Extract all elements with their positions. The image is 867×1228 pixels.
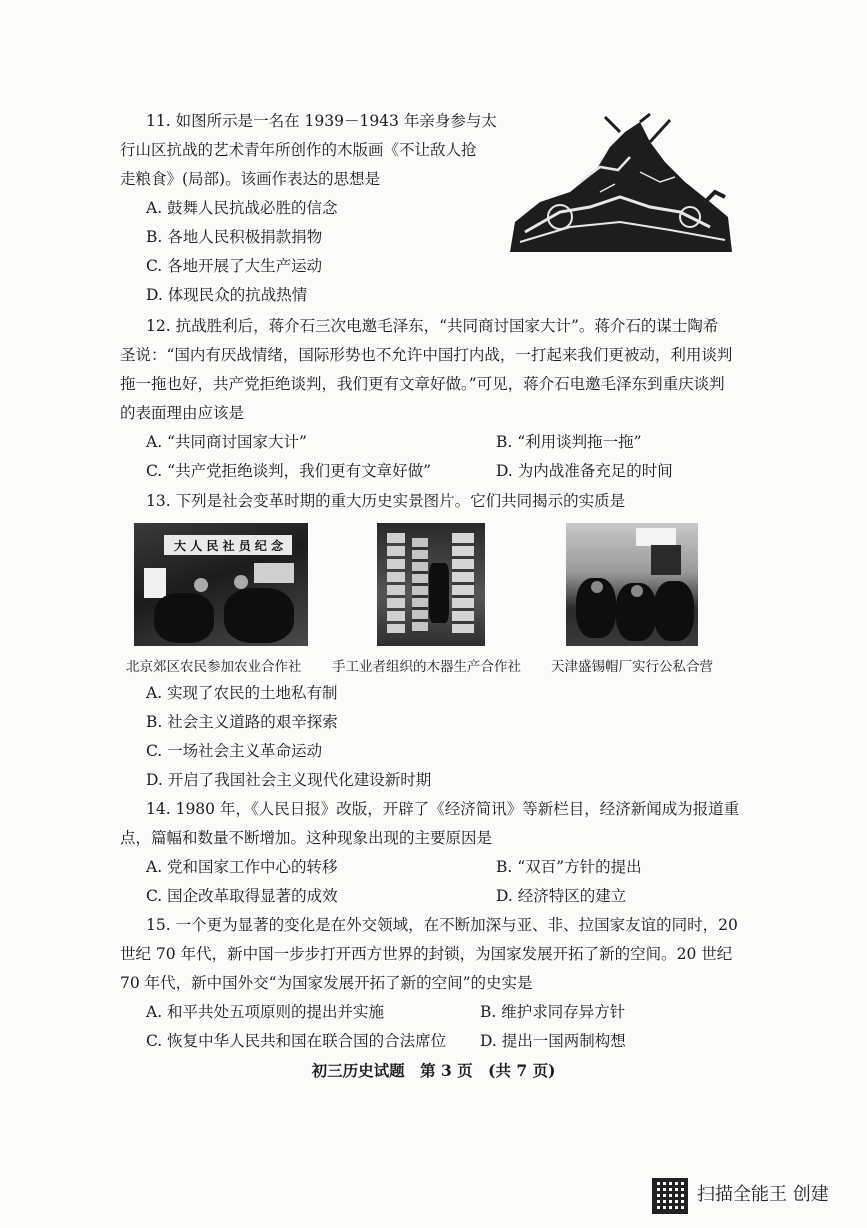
q13-photo-factory	[566, 523, 698, 646]
q14-option-c: C. 国企改革取得显著的成效	[146, 887, 338, 905]
q15-option-b: B. 维护求同存异方针	[480, 1003, 626, 1021]
q13-caption-1: 北京郊区农民参加农业合作社	[126, 659, 302, 675]
q12-option-d: D. 为内战准备充足的时间	[496, 462, 673, 480]
q15-stem-line3: 70 年代，新中国外交“为国家发展开拓了新的空间”的史实是	[120, 974, 533, 992]
q13-caption-3: 天津盛锡帽厂实行公私合营	[551, 659, 713, 675]
q13-photo-workshop	[377, 523, 485, 646]
q13-caption-2: 手工业者组织的木器生产合作社	[332, 659, 521, 675]
q11-stem-line1: 11. 如图所示是一名在 1939－1943 年亲身参与太	[146, 112, 497, 130]
page-footer: 初三历史试题 第 3 页 (共 7 页)	[311, 1061, 556, 1080]
q15-option-d: D. 提出一国两制构想	[480, 1032, 626, 1050]
q13-option-c: C. 一场社会主义革命运动	[146, 742, 323, 760]
q12-stem-line1: 12. 抗战胜利后，蒋介石三次电邀毛泽东，“共同商讨国家大计”。蒋介石的谋士陶希	[146, 317, 719, 335]
q11-stem-line2: 行山区抗战的艺术青年所创作的木版画《不让敌人抢	[120, 141, 477, 159]
q12-stem-line2: 圣说：“国内有厌战情绪，国际形势也不允许中国打内战，一打起来我们更被动，利用谈判	[120, 346, 733, 364]
q15-stem-line1: 15. 一个更为显著的变化是在外交领域，在不断加深与亚、非、拉国家友谊的同时，20	[146, 916, 738, 934]
q12-option-c: C. “共产党拒绝谈判，我们更有文章好做”	[146, 462, 432, 480]
q14-stem-line2: 点，篇幅和数量不断增加。这种现象出现的主要原因是	[120, 829, 493, 847]
woodcut-image	[500, 112, 735, 254]
q12-option-a: A. “共同商讨国家大计”	[146, 433, 307, 451]
q13-option-b: B. 社会主义道路的艰辛探索	[146, 713, 338, 731]
q14-option-a: A. 党和国家工作中心的转移	[146, 858, 338, 876]
q11-option-c: C. 各地开展了大生产运动	[146, 257, 323, 275]
q11-option-b: B. 各地人民积极捐款捐物	[146, 228, 323, 246]
q12-stem-line4: 的表面理由应该是	[120, 404, 245, 422]
q13-photo-banner: 大 人 民 社 员 纪 念	[174, 539, 284, 553]
q13-option-d: D. 开启了我国社会主义现代化建设新时期	[146, 771, 432, 789]
q11-option-a: A. 鼓舞人民抗战必胜的信念	[146, 199, 338, 217]
q11-stem-line3: 走粮食》(局部)。该画作表达的思想是	[120, 170, 381, 188]
q11-option-d: D. 体现民众的抗战热情	[146, 286, 308, 304]
q14-option-d: D. 经济特区的建立	[496, 887, 627, 905]
q13-photo-farmers	[134, 523, 308, 646]
q14-stem-line1: 14. 1980 年，《人民日报》改版，开辟了《经济简讯》等新栏目，经济新闻成为报道重	[146, 800, 740, 818]
q15-stem-line2: 世纪 70 年代，新中国一步步打开西方世界的封锁，为国家发展开拓了新的空间。20 世纪	[120, 945, 733, 963]
q13-stem-line1: 13. 下列是社会变革时期的重大历史实景图片。它们共同揭示的实质是	[146, 492, 626, 510]
scanner-watermark: 扫描全能王 创建	[697, 1184, 829, 1205]
q13-option-a: A. 实现了农民的土地私有制	[146, 684, 338, 702]
q15-option-a: A. 和平共处五项原则的提出并实施	[146, 1003, 385, 1021]
qr-code-icon	[652, 1178, 688, 1214]
q12-stem-line3: 拖一拖也好，共产党拒绝谈判，我们更有文章好做。”可见，蒋介石电邀毛泽东到重庆谈判	[120, 375, 725, 393]
q15-option-c: C. 恢复中华人民共和国在联合国的合法席位	[146, 1032, 447, 1050]
q14-option-b: B. “双百”方针的提出	[496, 858, 642, 876]
q12-option-b: B. “利用谈判拖一拖”	[496, 433, 642, 451]
